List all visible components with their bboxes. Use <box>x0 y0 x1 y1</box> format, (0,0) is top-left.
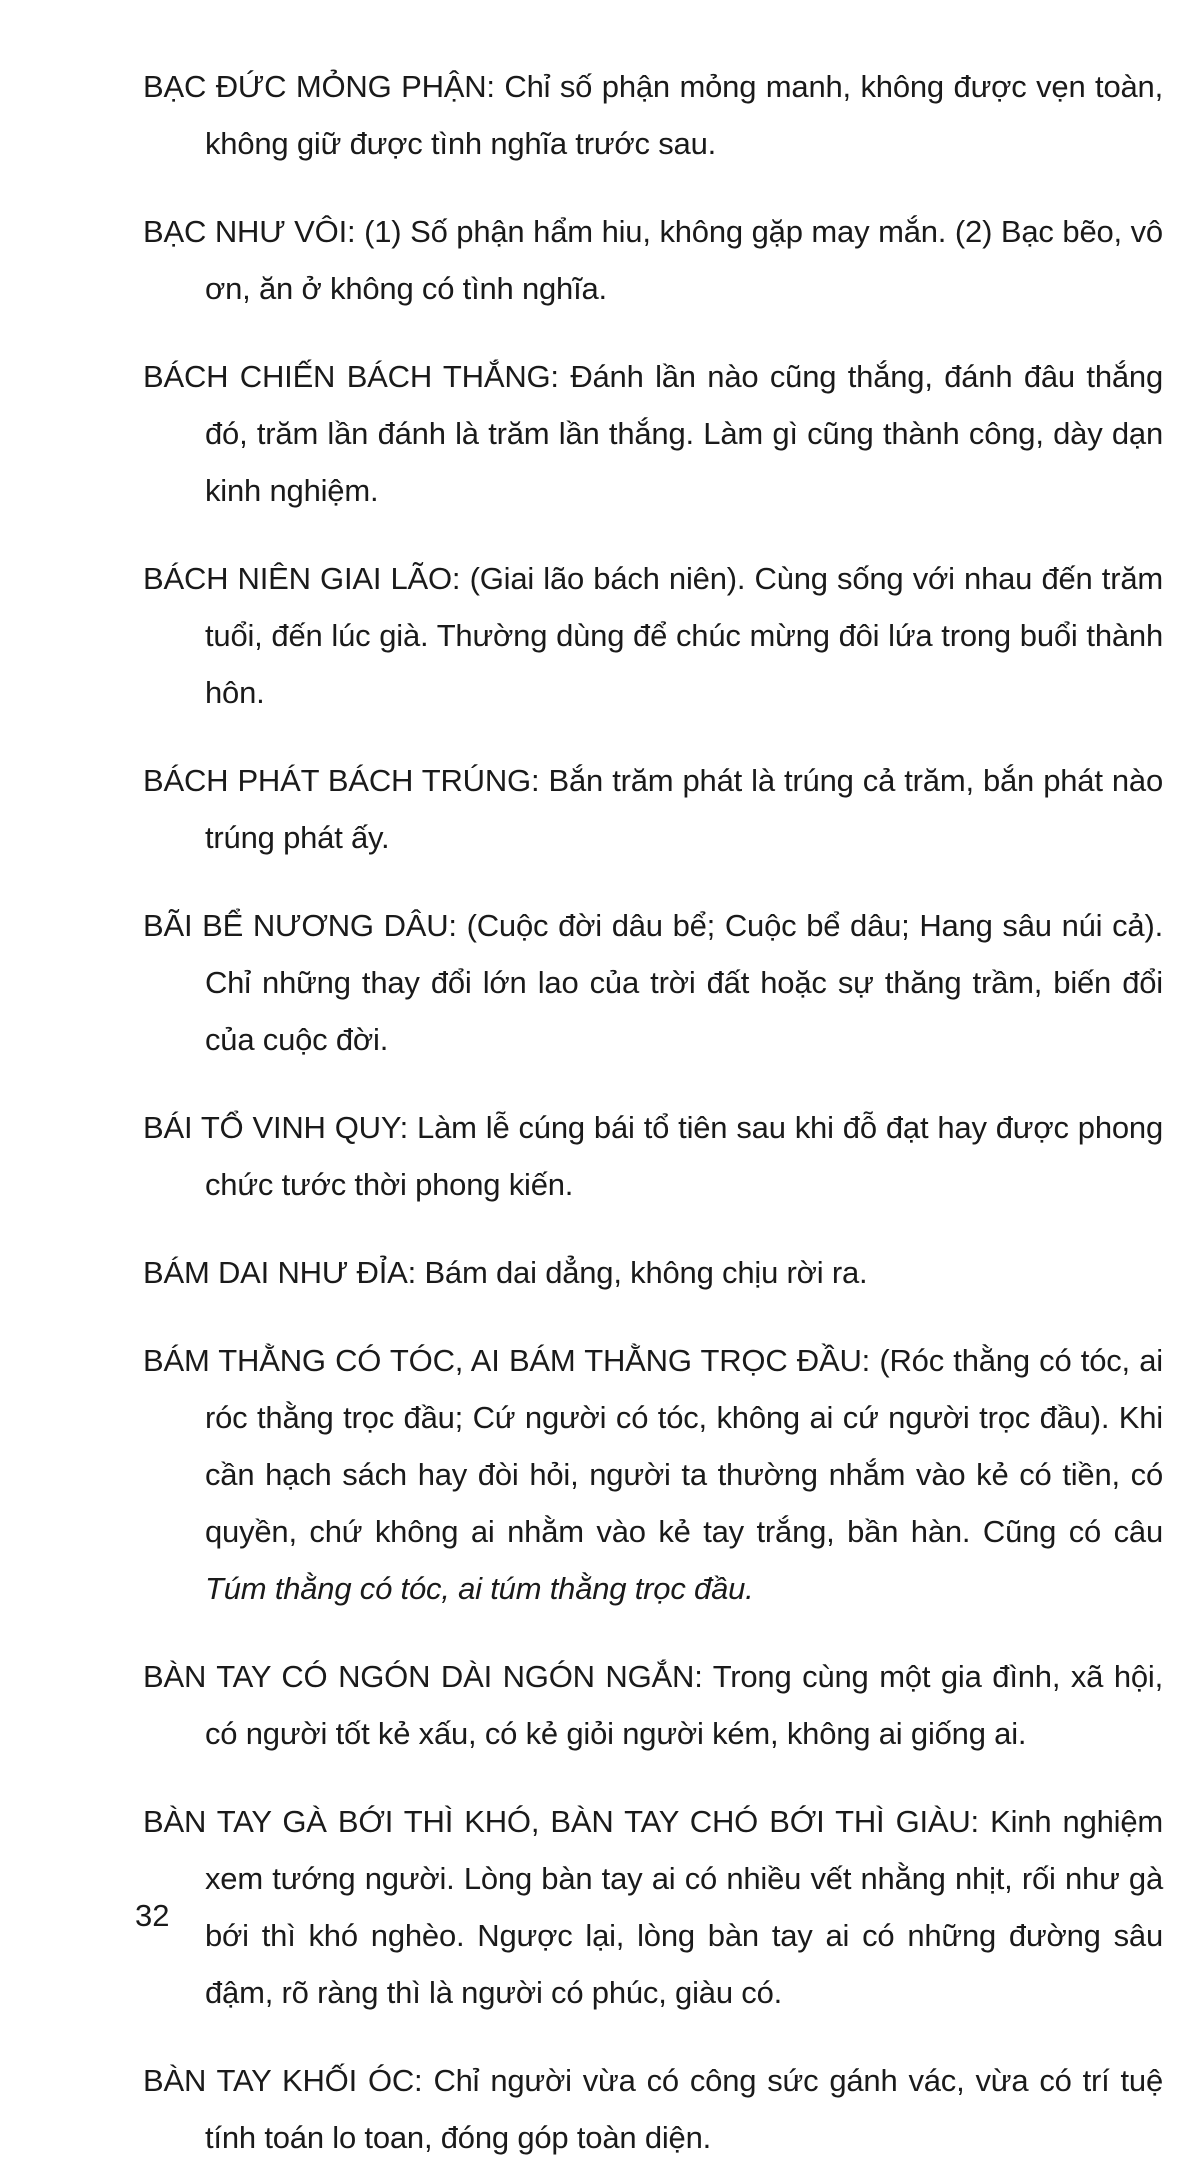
entry-definition: Kinh nghiệm xem tướng người. Lòng bàn tay ai có nhiều vết nhằng nhịt, rối như gà bới thì khó nghèo. Ngược lại, lòng bàn tay ai có những đường sâu đậm, rõ ràng thì là người có phúc, giàu có. <box>205 1804 1164 2010</box>
entry-bac-nhu-voi <box>143 203 1163 317</box>
entry-term: BÁCH NIÊN GIAI LÃO: <box>143 561 461 596</box>
entry-definition: (1) Số phận hẩm hiu, không gặp may mắn. (2) Bạc bẽo, vô ơn, ăn ở không có tình nghĩa. <box>205 214 1163 306</box>
page-number: 32 <box>135 1898 170 1933</box>
entry-bam-dai-nhu-dia <box>143 1244 1163 1301</box>
entry-term: BÁCH PHÁT BÁCH TRÚNG: <box>143 763 540 798</box>
entry-definition: Bắn trăm phát là trúng cả trăm, bắn phát nào trúng phát ấy. <box>205 763 1163 855</box>
entry-term: BẠC NHƯ VÔI: <box>143 214 356 249</box>
entry-bam-thang-co-toc <box>143 1332 1163 1617</box>
entry-term: BÀN TAY CÓ NGÓN DÀI NGÓN NGẮN: <box>143 1659 703 1694</box>
entry-bach-phat-bach-trung <box>143 752 1163 866</box>
entry-term: BẠC ĐỨC MỎNG PHẬN: <box>143 69 495 104</box>
entry-term: BÀN TAY GÀ BỚI THÌ KHÓ, BÀN TAY CHÓ BỚI THÌ GIÀU: <box>143 1804 979 1839</box>
entry-bai-to-vinh-quy <box>143 1099 1163 1213</box>
entry-bach-nien-giai-lao <box>143 550 1163 721</box>
entry-definition: (Giai lão bách niên). Cùng sống với nhau đến trăm tuổi, đến lúc già. Thường dùng để chúc mừng đôi lứa trong buổi thành hôn. <box>205 561 1163 710</box>
entry-term: BÃI BỂ NƯƠNG DÂU: <box>143 908 457 943</box>
entry-definition: Chỉ người vừa có công sức gánh vác, vừa có trí tuệ tính toán lo toan, đóng góp toàn diện. <box>205 2063 1164 2155</box>
entry-term: BÁI TỔ VINH QUY: <box>143 1110 409 1145</box>
entry-definition: Làm lễ cúng bái tổ tiên sau khi đỗ đạt hay được phong chức tước thời phong kiến. <box>205 1110 1163 1202</box>
entry-bach-chien-bach-thang <box>143 348 1163 519</box>
dictionary-page <box>143 58 1163 2172</box>
entry-bac-duc-mong-phan <box>143 58 1163 172</box>
entry-ban-tay-ga-boi <box>143 1793 1163 2021</box>
entry-definition: (Róc thằng có tóc, ai róc thằng trọc đầu; Cứ người có tóc, không ai cứ người trọc đầu). Khi cần hạch sách hay đòi hỏi, người ta thường nhắm vào kẻ có tiền, có quyền, chứ không ai nhằm vào kẻ tay trắng, bần hàn. Cũng có câu <box>205 1343 1163 1549</box>
entry-ban-tay-khoi-oc <box>143 2052 1163 2166</box>
entry-definition: Chỉ số phận mỏng manh, không được vẹn toàn, không giữ được tình nghĩa trước sau. <box>205 69 1163 161</box>
entry-term: BÀN TAY KHỐI ÓC: <box>143 2063 423 2098</box>
entry-term: BÁCH CHIẾN BÁCH THẮNG: <box>143 359 559 394</box>
entry-italic-quote: Túm thằng có tóc, ai túm thằng trọc đầu. <box>205 1571 754 1606</box>
entry-definition: (Cuộc đời dâu bể; Cuộc bể dâu; Hang sâu núi cả). Chỉ những thay đổi lớn lao của trời đất hoặc sự thăng trầm, biến đổi của cuộc đời. <box>205 908 1163 1057</box>
entry-definition: Bám dai dẳng, không chịu rời ra. <box>424 1255 868 1290</box>
entry-bai-be-nuong-dau <box>143 897 1163 1068</box>
entry-definition: Đánh lần nào cũng thắng, đánh đâu thắng đó, trăm lần đánh là trăm lần thắng. Làm gì cũng thành công, dày dạn kinh nghiệm. <box>205 359 1163 508</box>
entry-term: BÁM DAI NHƯ ĐỈA: <box>143 1255 417 1290</box>
entry-term: BÁM THẰNG CÓ TÓC, AI BÁM THẰNG TRỌC ĐẦU: <box>143 1343 871 1378</box>
entry-ban-tay-co-ngon-dai <box>143 1648 1163 1762</box>
entry-definition: Trong cùng một gia đình, xã hội, có người tốt kẻ xấu, có kẻ giỏi người kém, không ai giống ai. <box>205 1659 1164 1751</box>
